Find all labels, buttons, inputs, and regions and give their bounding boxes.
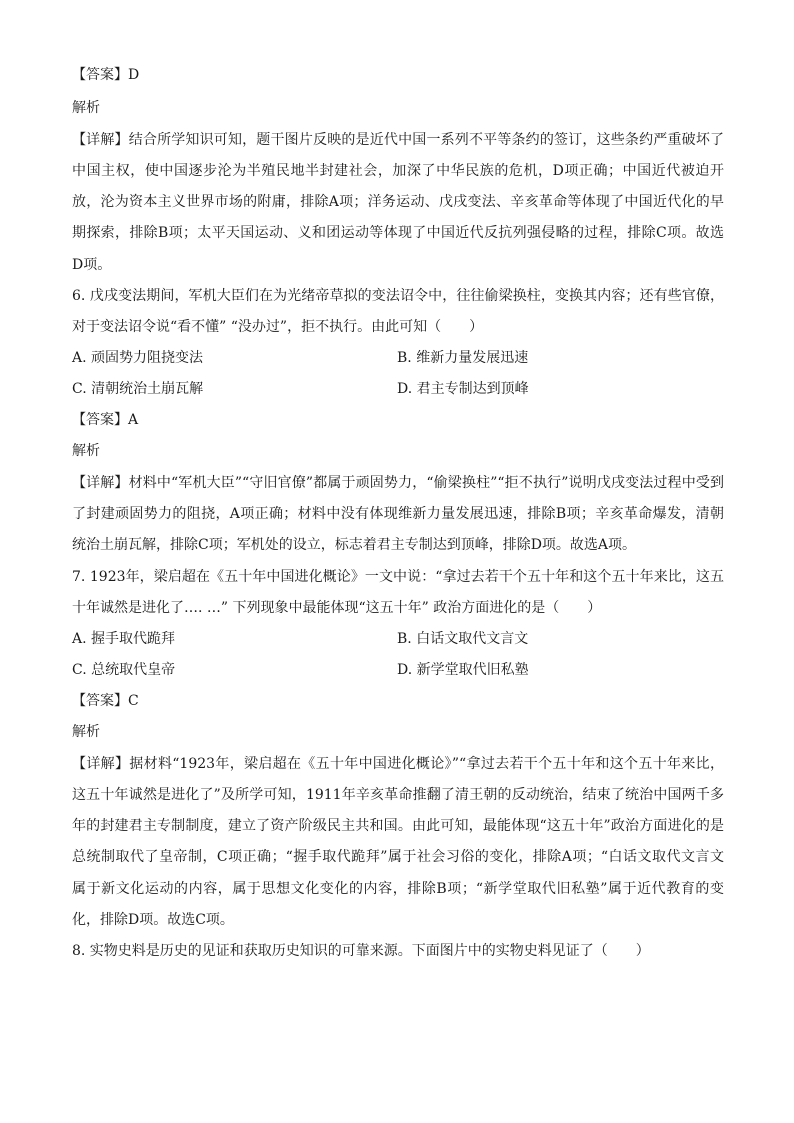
- question-7-stem: 7. 1923年，梁启超在《五十年中国进化概论》一文中说：“拿过去若干个五十年和这个五十年来比，这五: [72, 569, 724, 585]
- detail-line: 【详解】材料中“军机大臣”“守旧官僚”都属于顽固势力，“偷梁换柱”“拒不执行”说明戊戌变法过程中受到: [72, 475, 724, 491]
- analysis-heading-q6: 解析: [72, 443, 100, 459]
- answer-q6: 【答案】A: [72, 412, 139, 428]
- option-d: D. 君主专制达到顶峰: [397, 381, 529, 397]
- question-6-stem: 6. 戊戌变法期间，军机大臣们在为光绪帝草拟的变法诏令中，往往偷梁换柱，变换其内容；还有些官僚，: [72, 288, 724, 304]
- option-a: A. 顽固势力阻挠变法: [72, 350, 204, 366]
- question-8-stem: 8. 实物史料是历史的见证和获取历史知识的可靠来源。下面图片中的实物史料见证了（ ）: [72, 943, 650, 959]
- option-c: C. 清朝统治土崩瓦解: [72, 381, 204, 397]
- detail-line: 中国主权，使中国逐步沦为半殖民地半封建社会，加深了中华民族的危机，D项正确；中国近代被迫开: [72, 163, 724, 179]
- detail-line: 【详解】结合所学知识可知，题干图片反映的是近代中国一系列不平等条约的签订，这些条约严重破坏了: [72, 132, 724, 148]
- detail-line: 放，沦为资本主义世界市场的附庸，排除A项；洋务运动、戊戌变法、辛亥革命等体现了中国近代化的早: [72, 194, 724, 210]
- question-7-stem: 十年诚然是进化了…. …” 下列现象中最能体现“这五十年” 政治方面进化的是（ ）: [72, 600, 602, 616]
- detail-line: 总统制取代了皇帝制，C项正确；“握手取代跪拜”属于社会习俗的变化，排除A项；“白话文取代文言文: [72, 849, 724, 865]
- detail-line: 属于新文化运动的内容，属于思想文化变化的内容，排除B项；“新学堂取代旧私塾”属于近代教育的变: [72, 881, 724, 897]
- option-a: A. 握手取代跪拜: [72, 631, 176, 647]
- analysis-heading-q5: 解析: [72, 100, 100, 116]
- answer-q7: 【答案】C: [72, 693, 139, 709]
- option-d: D. 新学堂取代旧私塾: [397, 662, 529, 678]
- detail-line: 化，排除D项。故选C项。: [72, 912, 234, 928]
- answer-q5: 【答案】D: [72, 67, 140, 83]
- detail-line: 这五十年诚然是进化了”及所学可知，1911年辛亥革命推翻了清王朝的反动统治，结束了统治中国两千多: [72, 787, 724, 803]
- option-c: C. 总统取代皇帝: [72, 662, 176, 678]
- detail-line: 统治土崩瓦解，排除C项；军机处的设立，标志着君主专制达到顶峰，排除D项。故选A项。: [72, 537, 637, 553]
- analysis-heading-q7: 解析: [72, 724, 100, 740]
- option-b: B. 维新力量发展迅速: [397, 350, 529, 366]
- detail-line: 期探索，排除B项；太平天国运动、义和团运动等体现了中国近代反抗列强侵略的过程，排除C项。故选: [72, 225, 724, 241]
- detail-line: 年的封建君主专制制度，建立了资产阶级民主共和国。由此可知，最能体现“这五十年”政治方面进化的是: [72, 818, 724, 834]
- detail-line: 了封建顽固势力的阻挠，A项正确；材料中没有体现维新力量发展迅速，排除B项；辛亥革命爆发，清朝: [72, 506, 724, 522]
- detail-line: 【详解】据材料“1923年，梁启超在《五十年中国进化概论》”“拿过去若干个五十年和这个五十年来比，: [72, 756, 724, 772]
- option-b: B. 白话文取代文言文: [397, 631, 529, 647]
- question-6-stem: 对于变法诏令说“看不懂” “没办过”，拒不执行。由此可知（ ）: [72, 319, 484, 335]
- detail-line: D项。: [72, 257, 112, 273]
